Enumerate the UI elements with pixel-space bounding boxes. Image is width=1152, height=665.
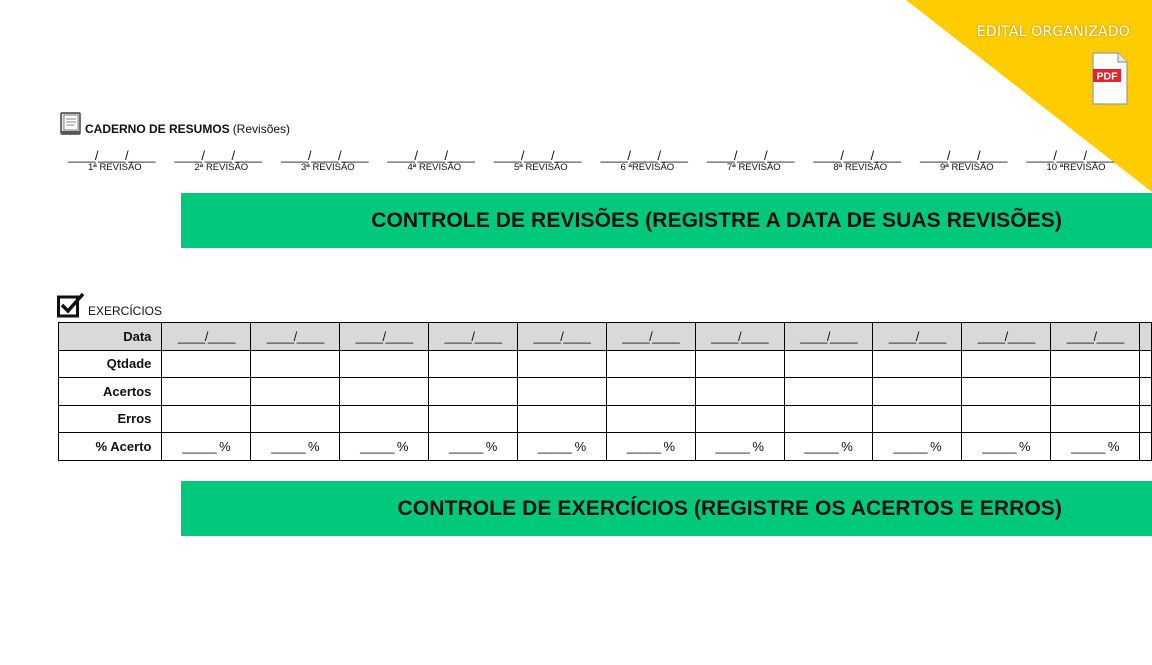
erros-cell[interactable] [517,405,606,433]
qtdade-cell[interactable] [517,350,606,378]
qtdade-cell[interactable] [251,350,340,378]
checkbox-icon [57,292,85,318]
revision-date-blank[interactable]: ____/____/____ [387,148,475,163]
date-blank: ____/____ [533,328,591,344]
qtdade-cell[interactable] [340,350,429,378]
qtdade-cell[interactable] [162,350,251,378]
date-cell[interactable] [873,323,962,351]
erros-cell[interactable] [429,405,518,433]
table-row-acerto-pct [59,433,1152,461]
revision-date-4[interactable] [388,149,495,173]
acertos-cell[interactable] [340,378,429,406]
acertos-cell[interactable] [517,378,606,406]
table-row-qtdade [59,350,1152,378]
pct-cell[interactable] [251,433,340,461]
revision-label: 1ª REVISÃO [88,162,142,173]
pct-blank: _____ % [271,438,320,454]
date-blank: ____/____ [799,328,857,344]
pct-cell[interactable] [1051,433,1140,461]
table-row-erros [59,405,1152,433]
edital-organizado-label: EDITAL ORGANIZADO [976,24,1130,40]
pct-cell[interactable] [162,433,251,461]
pct-blank: _____ % [537,438,586,454]
date-blank: ____/____ [888,328,946,344]
row-header-data: Data [59,323,162,351]
pct-blank: _____ % [1071,438,1119,454]
qtdade-cell[interactable] [1051,350,1140,378]
table-row-data [59,323,1152,351]
pct-cell[interactable] [517,433,606,461]
resumos-subtitle: (Revisões) [232,122,291,136]
date-cell[interactable] [962,323,1051,351]
acertos-cell[interactable] [695,378,784,406]
revision-label: 9ª REVISÃO [940,162,994,173]
date-blank: ____/____ [977,328,1035,344]
qtdade-cell-partial[interactable] [1140,350,1152,378]
acertos-cell[interactable] [873,378,962,406]
revision-date-blank[interactable]: ____/____/____ [920,148,1007,163]
acertos-cell[interactable] [962,378,1051,406]
revision-date-6[interactable] [601,149,708,173]
pct-cell[interactable] [962,433,1051,461]
erros-cell[interactable] [1051,405,1140,433]
revision-date-7[interactable] [707,149,814,173]
pct-cell[interactable] [695,433,784,461]
revision-date-blank[interactable]: ____/____/____ [281,148,368,163]
acertos-cell[interactable] [784,378,873,406]
date-blank: ____/____ [355,328,413,344]
qtdade-cell[interactable] [429,350,518,378]
revision-dates-row [68,149,1133,173]
erros-cell[interactable] [340,405,429,433]
revision-label: 7ª REVISÃO [727,162,781,173]
acertos-cell[interactable] [1051,378,1140,406]
revision-date-3[interactable] [281,149,388,173]
pct-cell[interactable] [606,433,695,461]
erros-cell-partial[interactable] [1140,405,1152,433]
pct-blank: _____ % [449,438,497,454]
date-cell[interactable] [784,323,873,351]
pct-blank: _____ % [360,438,408,454]
erros-cell[interactable] [873,405,962,433]
pct-blank: _____ % [982,438,1031,454]
revision-date-blank[interactable]: ____/____/____ [600,148,688,163]
date-cell[interactable] [695,323,784,351]
revision-date-blank[interactable]: ____/____/____ [813,148,901,163]
book-icon [60,112,82,136]
acertos-cell[interactable] [162,378,251,406]
row-header-erros: Erros [59,405,162,433]
exercicios-table [58,322,1152,461]
date-blank: ____/____ [1066,328,1124,344]
pct-blank: _____ % [715,438,764,454]
date-cell[interactable] [340,323,429,351]
pct-cell[interactable] [429,433,518,461]
row-header-acerto-pct: % Acerto [59,433,162,461]
revision-date-blank[interactable]: ____/____/____ [1026,148,1114,163]
revision-date-9[interactable] [920,149,1027,173]
revision-label: 2ª REVISÃO [194,162,249,173]
erros-cell[interactable] [695,405,784,433]
qtdade-cell[interactable] [606,350,695,378]
erros-cell[interactable] [784,405,873,433]
revision-date-blank[interactable]: ____/____/____ [174,148,262,163]
erros-cell[interactable] [162,405,251,433]
revision-date-blank[interactable]: ____/____/____ [707,148,794,163]
revision-label: 5ª REVISÃO [514,162,568,173]
revision-label: 8ª REVISÃO [833,162,888,173]
date-blank: ____/____ [622,328,680,344]
date-cell-partial[interactable] [1140,323,1152,351]
qtdade-cell[interactable] [962,350,1051,378]
date-blank: ____/____ [711,328,769,344]
pct-cell[interactable] [784,433,873,461]
exercicios-header [57,292,162,318]
qtdade-cell[interactable] [695,350,784,378]
acertos-cell-partial[interactable] [1140,378,1152,406]
revision-date-1[interactable] [68,149,175,173]
pct-blank: _____ % [626,438,675,454]
pct-blank: _____ % [893,438,942,454]
date-blank: ____/____ [266,328,324,344]
pct-cell-partial[interactable] [1140,433,1152,461]
exercicios-title: EXERCÍCIOS [88,304,163,318]
resumos-title: CADERNO DE RESUMOS [85,122,230,136]
row-header-qtdade: Qtdade [59,350,162,378]
table-row-acertos [59,378,1152,406]
revision-label: 4ª REVISÃO [407,162,462,173]
revision-label: 6 ªREVISÃO [620,162,675,173]
qtdade-cell[interactable] [873,350,962,378]
acertos-cell[interactable] [429,378,518,406]
revision-date-10[interactable] [1027,149,1134,173]
revision-date-blank[interactable]: ____/____/____ [494,148,581,163]
revision-date-8[interactable] [814,149,921,173]
date-cell[interactable] [162,323,251,351]
resumos-header [60,112,290,136]
erros-cell[interactable] [962,405,1051,433]
controle-exercicios-banner: CONTROLE DE EXERCÍCIOS (REGISTRE OS ACERTOS E ERROS) [181,481,1152,536]
date-cell[interactable] [1051,323,1140,351]
revision-label: 10 ªREVISÃO [1046,162,1106,173]
pct-cell[interactable] [340,433,429,461]
revision-date-5[interactable] [494,149,601,173]
pct-blank: _____ % [804,438,853,454]
qtdade-cell[interactable] [784,350,873,378]
pdf-file-icon[interactable] [1092,52,1128,105]
revision-date-2[interactable] [175,149,282,173]
date-blank: ____/____ [444,328,502,344]
erros-cell[interactable] [251,405,340,433]
pdf-icon-text: PDF [1096,70,1118,83]
acertos-cell[interactable] [606,378,695,406]
date-cell[interactable] [606,323,695,351]
erros-cell[interactable] [606,405,695,433]
date-blank: ____/____ [177,328,235,344]
revision-label: 3ª REVISÃO [301,162,355,173]
controle-revisoes-banner: CONTROLE DE REVISÕES (REGISTRE A DATA DE SUAS REVISÕES) [181,193,1152,248]
date-cell[interactable] [251,323,340,351]
pct-blank: _____ % [182,438,231,454]
revision-date-blank[interactable]: ____/____/____ [68,148,155,163]
row-header-acertos: Acertos [59,378,162,406]
pct-cell[interactable] [873,433,962,461]
acertos-cell[interactable] [251,378,340,406]
date-cell[interactable] [517,323,606,351]
date-cell[interactable] [429,323,518,351]
